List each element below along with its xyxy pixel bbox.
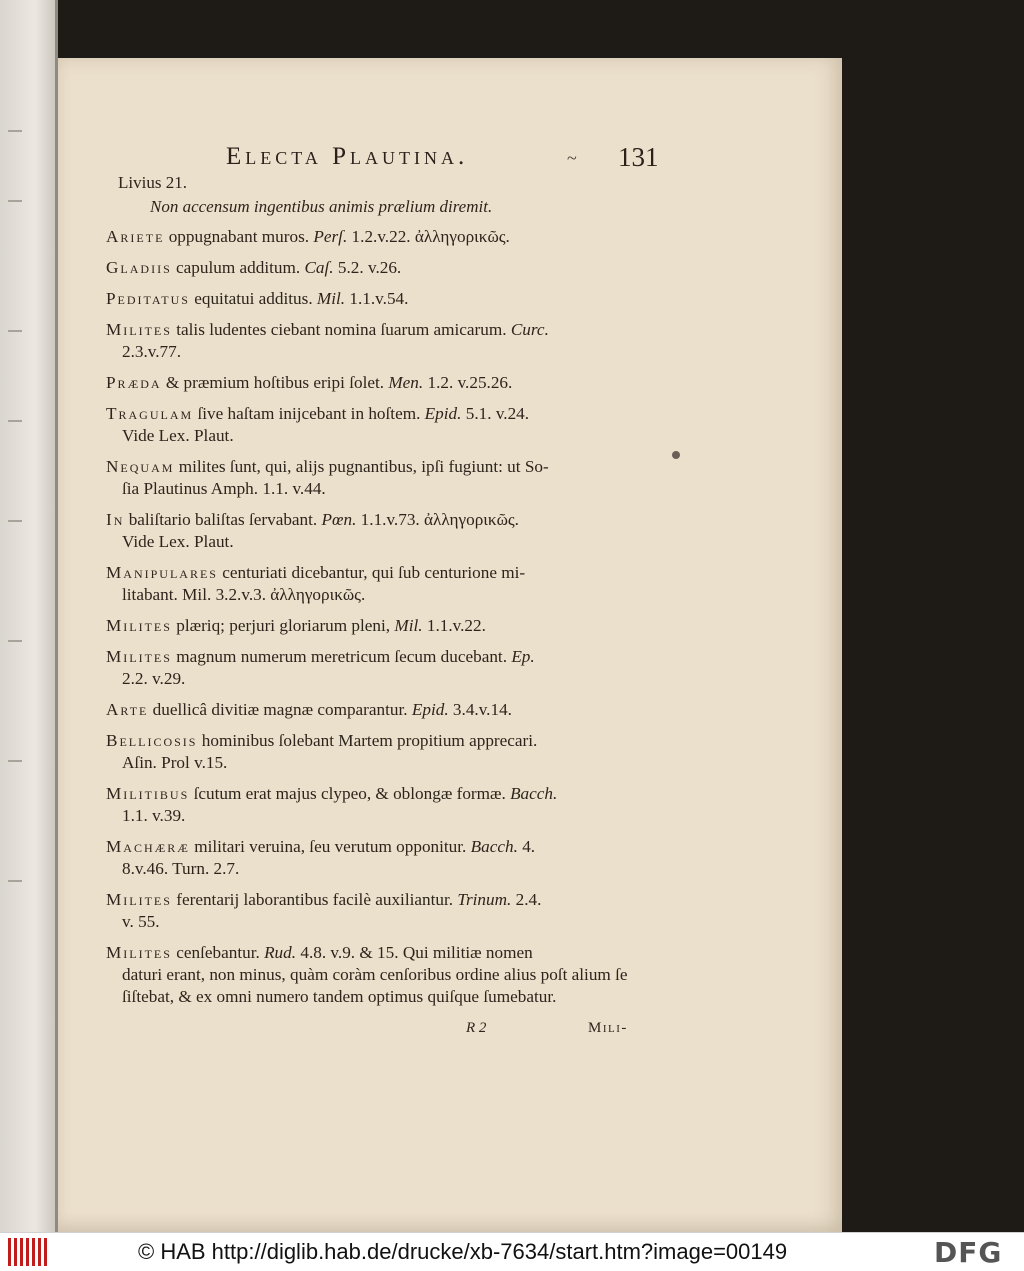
entry — [106, 646, 646, 690]
entry — [106, 615, 646, 637]
entry-lead: Gladiis — [106, 258, 172, 277]
entry — [106, 456, 646, 500]
entry-cite: Bacch. — [510, 784, 558, 803]
entry-text: militari veruina, ſeu verutum opponitur. — [189, 837, 471, 856]
page-number: 131 — [618, 142, 659, 172]
entry — [106, 319, 646, 363]
entry-text: equitatui additus. — [189, 289, 317, 308]
entry-cite: Mil. — [394, 616, 423, 635]
entry-cite: Epid. — [424, 404, 462, 423]
entry-cite: Perſ. — [313, 227, 348, 246]
entry-cite: Curc. — [510, 320, 549, 339]
entry-text: milites ſunt, qui, alijs pugnantibus, ipſi fugiunt: ut So- — [174, 457, 549, 476]
entry-text: capulum additum. — [171, 258, 305, 277]
entry-continuation: v. 55. — [122, 912, 160, 931]
running-head: Electa Plautina. — [226, 143, 469, 170]
catchword: Mili- — [588, 1020, 628, 1036]
entry-lead: Milites — [106, 647, 172, 666]
entry-text: hominibus ſolebant Martem propitium apprecari. — [197, 731, 538, 750]
credit-bar — [0, 1232, 1024, 1271]
entry-rest: 1.2. v.25.26. — [423, 373, 513, 392]
entry — [106, 288, 646, 310]
facing-page-edge — [0, 0, 58, 1232]
entry-text: & præmium hoſtibus eripi ſolet. — [161, 373, 389, 392]
entry-cite: Rud. — [264, 943, 297, 962]
entry-cite: Trinum. — [457, 890, 512, 909]
entry-text: cenſebantur. — [171, 943, 265, 962]
entry-rest: 5.1. v.24. — [461, 404, 530, 423]
entry-lead: Bellicosis — [106, 731, 198, 750]
entry-lead: Tragulam — [106, 404, 194, 423]
entry-cite: Mil. — [316, 289, 346, 308]
entry-cite: Bacch. — [470, 837, 518, 856]
entry-lead: Milites — [106, 943, 172, 962]
entry-text: plæriq; perjuri gloriarum pleni, — [171, 616, 395, 635]
entry-rest: 1.2.v.22. ἀλληγορικῶς. — [347, 227, 510, 246]
entry-lead: Arte — [106, 700, 149, 719]
entry — [106, 226, 646, 248]
entry-cite: Ep. — [511, 647, 535, 666]
entry-continuation: 2.2. v.29. — [122, 669, 186, 688]
entry-continuation: 8.v.46. Turn. 2.7. — [122, 859, 240, 878]
running-head-dash: ~ — [567, 148, 577, 168]
entry-continuation: Vide Lex. Plaut. — [122, 532, 234, 551]
entry-cite: Men. — [388, 373, 424, 392]
hab-logo-icon — [6, 1238, 48, 1266]
signature-mark: R 2 — [466, 1020, 487, 1036]
credit-link[interactable]: © HAB http://diglib.hab.de/drucke/xb-7634/start.htm?image=00149 — [138, 1239, 788, 1264]
entry-continuation: ſia Plautinus Amph. 1.1. v.44. — [122, 479, 326, 498]
entry-lead: Milites — [106, 890, 172, 909]
entry — [106, 783, 646, 827]
entry-rest: 2.4. — [511, 890, 542, 909]
entry-rest: 5.2. v.26. — [333, 258, 402, 277]
entry-lead: Milites — [106, 616, 172, 635]
entry-rest: 1.1.v.73. ἀλληγορικῶς. — [356, 510, 519, 529]
quote: Non accensum ingentibus animis prælium diremit. — [150, 197, 493, 216]
entry-rest: 1.1.v.54. — [345, 289, 409, 308]
entries-list — [106, 172, 646, 1017]
entry-text: ſive haſtam inijcebant in hoſtem. — [193, 404, 425, 423]
entry-lead: Ariete — [106, 227, 165, 246]
entry-text: oppugnabant muros. — [164, 227, 314, 246]
entry-rest: 4. — [517, 837, 536, 856]
entry — [106, 257, 646, 279]
entry-lead: In — [106, 510, 125, 529]
entry — [106, 836, 646, 880]
entry-text: ſcutum erat majus clypeo, & oblongæ formæ. — [189, 784, 511, 803]
entry-lead: Machæræ — [106, 837, 190, 856]
entry-lead: Milites — [106, 320, 172, 339]
entry-continuation: 2.3.v.77. — [122, 342, 182, 361]
entry — [106, 889, 646, 933]
entry-lead: Nequam — [106, 457, 175, 476]
entry — [106, 699, 646, 721]
entry — [106, 372, 646, 394]
entry-continuation: litabant. Mil. 3.2.v.3. ἀλληγορικῶς. — [122, 585, 366, 604]
entry — [106, 562, 646, 606]
entry — [106, 509, 646, 553]
entry-lead: Præda — [106, 373, 162, 392]
entry-rest: 4.8. v.9. & 15. Qui militiæ nomen — [296, 943, 533, 962]
entry-text: magnum numerum meretricum ſecum ducebant. — [171, 647, 512, 666]
entry-lead: Peditatus — [106, 289, 190, 308]
entry-rest: 3.4.v.14. — [448, 700, 512, 719]
entry-continuation: Vide Lex. Plaut. — [122, 426, 234, 445]
entry-text: baliſtario baliſtas ſervabant. — [124, 510, 322, 529]
entry-text: ferentarij laborantibus facilè auxiliantur. — [171, 890, 458, 909]
entry-lead: Manipulares — [106, 563, 218, 582]
entry-cite: Epid. — [411, 700, 449, 719]
entry-cite: Caſ. — [304, 258, 334, 277]
entry-cite: Pœn. — [321, 510, 357, 529]
dfg-logo-icon: DFG — [934, 1236, 1003, 1269]
page-blemish — [672, 451, 680, 459]
entry-text: duellicâ divitiæ magnæ comparantur. — [148, 700, 412, 719]
entry-text: talis ludentes ciebant nomina ſuarum amicarum. — [171, 320, 511, 339]
entry — [106, 942, 646, 1008]
entry-continuation: Aſin. Prol v.15. — [122, 753, 228, 772]
entry-rest: 1.1.v.22. — [422, 616, 486, 635]
source-line: Livius 21. — [118, 173, 187, 192]
entry-continuation: daturi erant, non minus, quàm coràm cenſoribus ordine alius poſt alium ſe ſiſtebat, & ex omni numero tandem optimus quiſque ſumebatur. — [122, 965, 628, 1006]
entry — [106, 730, 646, 774]
entry-continuation: 1.1. v.39. — [122, 806, 186, 825]
entry — [106, 403, 646, 447]
entry-lead: Militibus — [106, 784, 190, 803]
entry-text: centuriati dicebantur, qui ſub centurione mi- — [217, 563, 526, 582]
